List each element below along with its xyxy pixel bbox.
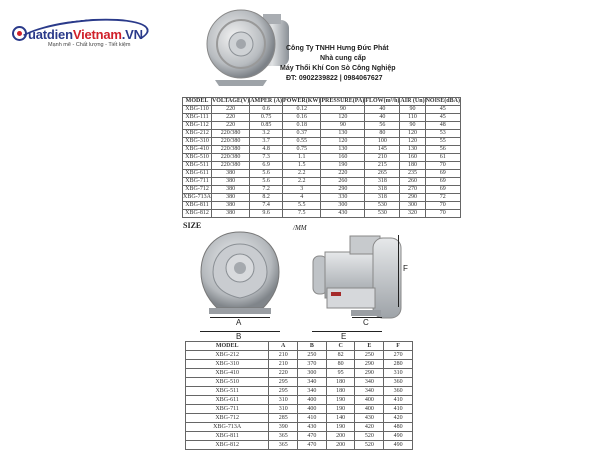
table-cell: 70 [425, 210, 460, 218]
table-cell: XBG-611 [186, 396, 269, 405]
table-cell: 295 [269, 378, 298, 387]
table-cell: 220 [321, 170, 365, 178]
table-cell: 470 [298, 441, 327, 450]
table-cell: 160 [321, 154, 365, 162]
table-cell: 290 [400, 194, 425, 202]
table-cell: 530 [365, 210, 400, 218]
table-cell: 53 [425, 130, 460, 138]
table-cell: 490 [384, 441, 413, 450]
size-unit: /MM [293, 224, 307, 232]
table-cell: 410 [384, 405, 413, 414]
table-cell: 120 [400, 138, 425, 146]
table-cell: 220 [212, 114, 250, 122]
table-cell: 70 [425, 202, 460, 210]
table-cell: 5.5 [283, 202, 321, 210]
table-cell: 380 [212, 186, 250, 194]
table-cell: XBG-713A [186, 423, 269, 432]
table-row [186, 351, 413, 360]
company-tagline: Nhà cung cấp [320, 55, 366, 62]
table-cell: 9.6 [250, 210, 283, 218]
table-cell: 365 [269, 432, 298, 441]
table-cell: 400 [355, 405, 384, 414]
table-cell: 90 [400, 106, 425, 114]
brand-logo [10, 22, 150, 50]
table-cell: 318 [365, 178, 400, 186]
dim-label-c: C [363, 318, 369, 327]
dimension-table-header [186, 342, 413, 351]
table-cell: 200 [326, 432, 355, 441]
table-cell: 360 [384, 387, 413, 396]
table-cell: 80 [365, 130, 400, 138]
table-cell: 260 [400, 178, 425, 186]
logo-wordmark: uatdienVietnam.VN [12, 26, 143, 42]
table-cell: 290 [355, 360, 384, 369]
table-cell: 390 [269, 423, 298, 432]
table-cell: 3.2 [250, 130, 283, 138]
table-cell: 61 [425, 154, 460, 162]
table-cell: 265 [365, 170, 400, 178]
column-header: POWER(KW) [283, 98, 321, 104]
column-header: VOLTAGE(V) [212, 98, 250, 104]
table-row [183, 170, 461, 178]
table-cell: 40 [365, 106, 400, 114]
table-cell: 260 [321, 178, 365, 186]
column-header: F [384, 342, 413, 351]
table-row [183, 114, 461, 122]
table-cell: 200 [326, 441, 355, 450]
table-cell: 220 [212, 122, 250, 130]
table-cell: 180 [326, 387, 355, 396]
table-row [186, 360, 413, 369]
table-cell: 235 [400, 170, 425, 178]
table-cell: 330 [321, 194, 365, 202]
spec-table [182, 97, 461, 218]
table-cell: XBG-711 [183, 178, 212, 186]
table-cell: XBG-511 [186, 387, 269, 396]
table-cell: 310 [269, 405, 298, 414]
table-cell: 0.6 [250, 106, 283, 114]
table-row [183, 202, 461, 210]
table-cell: 290 [321, 186, 365, 194]
table-cell: 520 [355, 441, 384, 450]
table-cell: 140 [326, 414, 355, 423]
table-row [186, 387, 413, 396]
dim-f-line [398, 235, 399, 307]
table-cell: 100 [365, 138, 400, 146]
table-cell: 220/380 [212, 162, 250, 170]
table-cell: 69 [425, 178, 460, 186]
table-cell: 40 [365, 114, 400, 122]
dim-e-line [312, 331, 382, 332]
table-cell: XBG-110 [183, 106, 212, 114]
table-cell: XBG-410 [186, 369, 269, 378]
table-row [183, 162, 461, 170]
table-cell: 480 [384, 423, 413, 432]
table-cell: 340 [298, 378, 327, 387]
table-cell: 215 [365, 162, 400, 170]
column-header: PRESSURE(PA) [321, 98, 365, 104]
table-row [183, 210, 461, 218]
table-cell: 220/380 [212, 146, 250, 154]
table-cell: 220 [269, 369, 298, 378]
table-cell: 69 [425, 170, 460, 178]
table-cell: 400 [355, 396, 384, 405]
table-cell: XBG-712 [183, 186, 212, 194]
logo-q-icon [12, 26, 27, 41]
table-cell: 380 [212, 170, 250, 178]
table-cell: XBG-611 [183, 170, 212, 178]
table-cell: 430 [355, 414, 384, 423]
table-row [183, 122, 461, 130]
table-cell: 370 [298, 360, 327, 369]
table-cell: XBG-811 [183, 202, 212, 210]
table-cell: 285 [269, 414, 298, 423]
table-cell: 190 [326, 405, 355, 414]
table-cell: 300 [321, 202, 365, 210]
table-cell: 310 [384, 369, 413, 378]
table-cell: XBG-212 [186, 351, 269, 360]
table-row [183, 178, 461, 186]
table-cell: 130 [400, 146, 425, 154]
table-cell: 190 [321, 162, 365, 170]
table-cell: 300 [298, 369, 327, 378]
table-cell: 56 [365, 122, 400, 130]
table-cell: 220/380 [212, 130, 250, 138]
table-cell: 80 [326, 360, 355, 369]
table-row [186, 405, 413, 414]
table-cell: 380 [212, 194, 250, 202]
table-cell: XBG-212 [183, 130, 212, 138]
column-header: MODEL [183, 98, 212, 106]
table-cell: 210 [269, 360, 298, 369]
table-cell: 300 [400, 202, 425, 210]
table-cell: XBG-310 [183, 138, 212, 146]
table-cell: 48 [425, 122, 460, 130]
table-cell: XBG-112 [183, 122, 212, 130]
table-cell: 0.75 [250, 114, 283, 122]
table-cell: 340 [355, 387, 384, 396]
table-cell: 220 [212, 106, 250, 114]
table-cell: 410 [298, 414, 327, 423]
table-cell: 220/380 [212, 138, 250, 146]
table-cell: 490 [384, 432, 413, 441]
table-cell: 70 [425, 162, 460, 170]
table-cell: 110 [400, 114, 425, 122]
table-cell: XBG-712 [186, 414, 269, 423]
table-cell: 310 [269, 396, 298, 405]
table-cell: 400 [298, 405, 327, 414]
table-cell: 120 [400, 130, 425, 138]
table-row [183, 106, 461, 114]
column-header: NOISE(dBA) [425, 98, 460, 104]
table-cell: 2.2 [283, 170, 321, 178]
table-cell: 190 [326, 396, 355, 405]
table-cell: 56 [425, 146, 460, 154]
table-cell: 180 [326, 378, 355, 387]
table-cell: 250 [355, 351, 384, 360]
column-header: FLOW(m³/h) [365, 98, 400, 104]
table-cell: 0.16 [283, 114, 321, 122]
table-cell: 530 [365, 202, 400, 210]
company-phone: ĐT: 0902239822 | 0984067627 [286, 75, 383, 82]
table-cell: 420 [355, 423, 384, 432]
table-cell: 380 [212, 178, 250, 186]
column-header: A [269, 342, 298, 351]
table-cell: 340 [298, 387, 327, 396]
table-cell: XBG-811 [186, 432, 269, 441]
table-cell: 365 [269, 441, 298, 450]
table-cell: 220/380 [212, 154, 250, 162]
table-cell: 160 [400, 154, 425, 162]
table-cell: 290 [355, 369, 384, 378]
table-cell: XBG-713A [183, 194, 211, 200]
table-cell: 520 [355, 432, 384, 441]
table-cell: 0.12 [283, 106, 321, 114]
table-cell: 130 [321, 146, 365, 154]
table-row [186, 441, 413, 450]
table-cell: 8.2 [250, 194, 283, 202]
table-row [183, 130, 461, 138]
table-cell: 470 [298, 432, 327, 441]
dim-label-f: F [403, 264, 408, 273]
table-cell: 0.55 [283, 138, 321, 146]
table-cell: 2.2 [283, 178, 321, 186]
table-cell: 340 [355, 378, 384, 387]
table-cell: 320 [400, 210, 425, 218]
table-cell: 7.5 [283, 210, 321, 218]
table-cell: XBG-812 [186, 441, 269, 450]
table-cell: 400 [298, 396, 327, 405]
table-cell: 7.4 [250, 202, 283, 210]
column-header: AIR (Un) [400, 98, 425, 104]
table-cell: 145 [365, 146, 400, 154]
table-cell: 120 [321, 138, 365, 146]
table-cell: 55 [425, 138, 460, 146]
table-cell: 95 [326, 369, 355, 378]
table-row [186, 369, 413, 378]
company-product: Máy Thổi Khí Con Sò Công Nghiệp [280, 65, 396, 72]
table-cell: 0.18 [283, 122, 321, 130]
table-cell: 270 [384, 351, 413, 360]
table-row [183, 138, 461, 146]
table-row [186, 414, 413, 423]
company-name: Công Ty TNHH Hưng Đức Phát [286, 45, 389, 52]
blower-front-view [195, 228, 285, 320]
logo-tagline: Mạnh mẽ - Chất lượng - Tiết kiệm [48, 42, 131, 48]
table-row [183, 146, 461, 154]
table-cell: 90 [400, 122, 425, 130]
table-cell: 3 [283, 186, 321, 194]
table-cell: 318 [365, 194, 400, 202]
dim-label-e: E [341, 332, 347, 341]
table-cell: 430 [321, 210, 365, 218]
spec-table-header [183, 98, 461, 106]
table-row [186, 423, 413, 432]
table-cell: 250 [298, 351, 327, 360]
table-cell: 360 [384, 378, 413, 387]
table-cell: 130 [321, 130, 365, 138]
column-header: AMPER (A) [250, 98, 283, 104]
table-cell: 280 [384, 360, 413, 369]
table-cell: 430 [298, 423, 327, 432]
column-header: E [355, 342, 384, 351]
table-cell: XBG-812 [183, 210, 212, 218]
table-cell: 120 [321, 114, 365, 122]
company-info [280, 44, 430, 84]
column-header: C [326, 342, 355, 351]
table-cell: 210 [269, 351, 298, 360]
table-cell: 4 [283, 194, 321, 202]
table-row [183, 194, 461, 202]
table-cell: 210 [365, 154, 400, 162]
table-cell: 1.1 [283, 154, 321, 162]
table-cell: 82 [326, 351, 355, 360]
table-cell: 380 [212, 202, 250, 210]
column-header: B [298, 342, 327, 351]
table-cell: 45 [425, 114, 460, 122]
table-row [186, 432, 413, 441]
table-cell: 7.3 [250, 154, 283, 162]
table-row [186, 378, 413, 387]
table-cell: 0.85 [250, 122, 283, 130]
table-cell: XBG-310 [186, 360, 269, 369]
table-cell: 45 [425, 106, 460, 114]
table-cell: XBG-410 [183, 146, 212, 154]
table-cell: 420 [384, 414, 413, 423]
table-cell: 0.37 [283, 130, 321, 138]
table-cell: 410 [384, 396, 413, 405]
table-cell: 5.6 [250, 170, 283, 178]
table-cell: 6.9 [250, 162, 283, 170]
table-cell: 270 [400, 186, 425, 194]
table-row [183, 154, 461, 162]
table-cell: 1.5 [283, 162, 321, 170]
dim-label-b: B [236, 332, 242, 341]
table-cell: 5.6 [250, 178, 283, 186]
table-cell: 69 [425, 186, 460, 194]
table-cell: 295 [269, 387, 298, 396]
table-row [186, 396, 413, 405]
table-cell: 318 [365, 186, 400, 194]
table-cell: 0.75 [283, 146, 321, 154]
table-cell: 4.8 [250, 146, 283, 154]
table-cell: XBG-511 [183, 162, 212, 170]
table-cell: XBG-510 [183, 154, 212, 162]
size-title: SIZE [183, 221, 202, 230]
table-cell: XBG-711 [186, 405, 269, 414]
dim-label-a: A [236, 318, 242, 327]
table-cell: 90 [321, 122, 365, 130]
table-cell: 7.2 [250, 186, 283, 194]
table-cell: 380 [212, 210, 250, 218]
column-header: MODEL [186, 342, 269, 351]
table-row [183, 186, 461, 194]
table-cell: 180 [400, 162, 425, 170]
table-cell: 190 [326, 423, 355, 432]
table-cell: XBG-510 [186, 378, 269, 387]
table-cell: 90 [321, 106, 365, 114]
table-cell: 72 [425, 194, 460, 202]
table-cell: 3.7 [250, 138, 283, 146]
dimension-table [185, 341, 413, 450]
table-cell: XBG-111 [183, 114, 212, 122]
